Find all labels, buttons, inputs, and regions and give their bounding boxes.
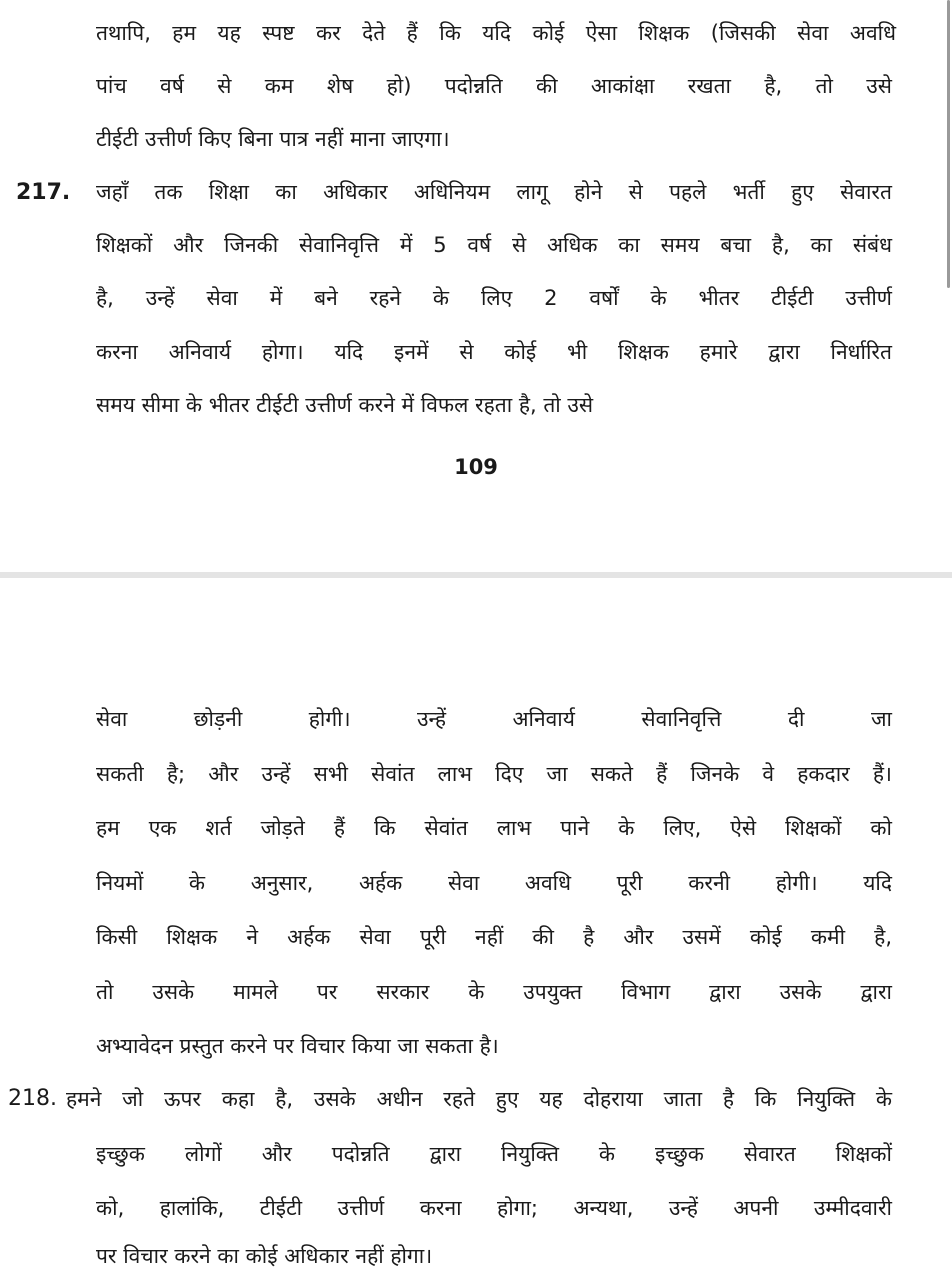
cont-line-3: हम एक शर्त जोड़ते हैं कि सेवांत लाभ पाने के लिए, ऐसे शिक्षकों को [96, 816, 892, 840]
intro-line-3: टीईटी उत्तीर्ण किए बिना पात्र नहीं माना जाएगा। [96, 127, 450, 151]
para-217-line-3: है, उन्हें सेवा में बने रहने के लिए 2 वर्षों के भीतर टीईटी उत्तीर्ण [96, 286, 892, 310]
cont-line-6: तो उसके मामले पर सरकार के उपयुक्त विभाग द्वारा उसके द्वारा [96, 980, 892, 1004]
cont-line-7: अभ्यावेदन प्रस्तुत करने पर विचार किया जा सकता है। [96, 1034, 499, 1058]
cont-line-1: सेवा छोड़नी होगी। उन्हें अनिवार्य सेवानिवृत्ति दी जा [96, 707, 892, 731]
page-top [0, 0, 952, 572]
para-218-line-3: को, हालांकि, टीईटी उत्तीर्ण करना होगा; अन्यथा, उन्हें अपनी उम्मीदवारी [96, 1196, 892, 1220]
para-217-line-4: करना अनिवार्य होगा। यदि इनमें से कोई भी शिक्षक हमारे द्वारा निर्धारित [96, 340, 892, 364]
cont-line-2: सकती है; और उन्हें सभी सेवांत लाभ दिए जा सकते हैं जिनके वे हकदार हैं। [96, 762, 892, 786]
cont-line-4: नियमों के अनुसार, अर्हक सेवा अवधि पूरी करनी होगी। यदि [96, 871, 892, 895]
paragraph-number-218: 218. [8, 1086, 57, 1111]
page-number: 109 [454, 455, 498, 479]
para-217-line-2: शिक्षकों और जिनकी सेवानिवृत्ति में 5 वर्ष से अधिक का समय बचा है, का संबंध [96, 233, 892, 257]
cont-line-5: किसी शिक्षक ने अर्हक सेवा पूरी नहीं की है और उसमें कोई कमी है, [96, 925, 892, 949]
para-218-line-1: हमने जो ऊपर कहा है, उसके अधीन रहते हुए यह दोहराया जाता है कि नियुक्ति के [66, 1087, 892, 1111]
para-218-line-2: इच्छुक लोगों और पदोन्नति द्वारा नियुक्ति के इच्छुक सेवारत शिक्षकों [96, 1142, 892, 1166]
paragraph-number-217: 217. [16, 180, 71, 205]
intro-line-2: पांच वर्ष से कम शेष हो) पदोन्नति की आकांक्षा रखता है, तो उसे [96, 74, 892, 98]
intro-line-1: तथापि, हम यह स्पष्ट कर देते हैं कि यदि कोई ऐसा शिक्षक (जिसकी सेवा अवधि [96, 21, 896, 45]
para-217-line-1: जहाँ तक शिक्षा का अधिकार अधिनियम लागू होने से पहले भर्ती हुए सेवारत [96, 180, 892, 204]
para-217-line-5: समय सीमा के भीतर टीईटी उत्तीर्ण करने में विफल रहता है, तो उसे [96, 393, 594, 417]
para-218-line-4: पर विचार करने का कोई अधिकार नहीं होगा। [96, 1244, 433, 1268]
scrollbar[interactable] [947, 0, 950, 288]
page-bottom [0, 578, 952, 1280]
